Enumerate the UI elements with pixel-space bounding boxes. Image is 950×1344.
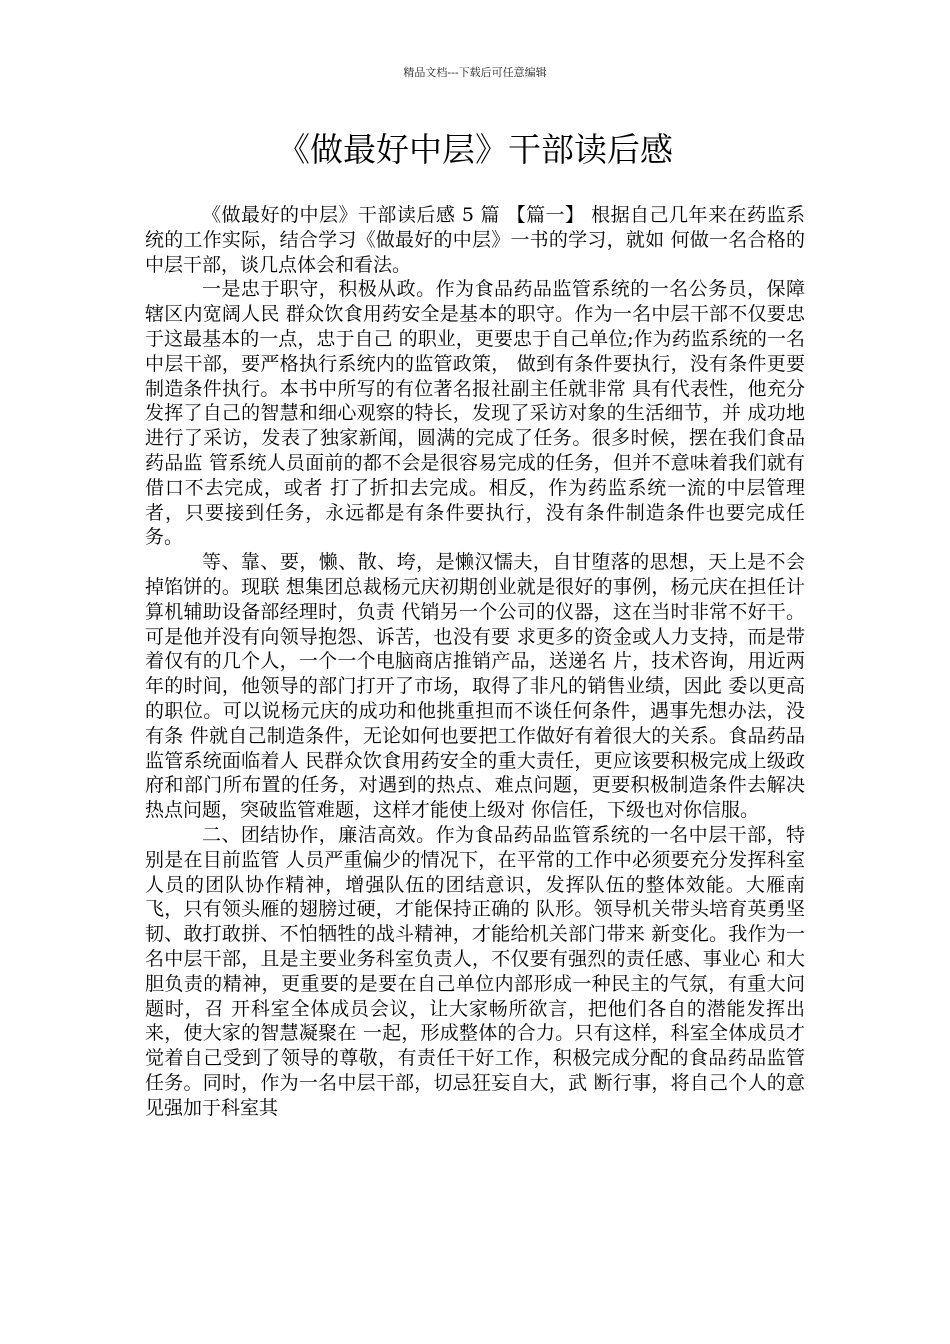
document-title: 《做最好中层》干部读后感 (277, 130, 673, 169)
paragraph-initiative: 等、靠、要，懒、散、垮，是懒汉懦夫，自甘堕落的思想，天上是不会掉馅饼的。现联 想集团总裁杨元庆初期创业就是很好的事例，杨元庆在担任计算机辅助设备部经理时，负责 代销另一个公司的仪器，这在当时非常不好干。可是他并没有向领导抱怨、诉苦，也没有要 求更多的资金或人力支持，而是带着仅有的几个人，一个一个电脑商店推销产品，送递名 片，技术咨询，用近两年的时间，他领导的部门打开了市场，取得了非凡的销售业绩，因此 委以更高的职位。可以说杨元庆的成功和他挑重担而不谈任何条件，遇事先想办法，没有条 件就自己制造条件，无论如何也要把工作做好有着很大的关系。食品药品监管系统面临着人 民群众饮食用药安全的重大责任，更应该要积极完成上级政府和部门所布置的任务，对遇到的热点、难点问题，更要积极制造条件去解决热点问题，突破监管难题，这样才能使上级对 你信任，下级也对你信服。 (145, 551, 805, 822)
page-header: 精品文档---下载后可任意编辑 (403, 66, 547, 79)
paragraph-teamwork: 二、团结协作，廉洁高效。作为食品药品监管系统的一名中层干部，特别是在目前监管 人员严重偏少的情况下，在平常的工作中必须要充分发挥科室人员的团队协作精神，增强队伍的团结意识，发挥队伍的整体效能。大雁南飞，只有领头雁的翅膀过硬，才能保持正确的 队形。领导机关带头培育英勇坚韧、敢打敢拼、不怕牺牲的战斗精神，才能给机关部门带来 新变化。我作为一名中层干部，且是主要业务科室负责人，不仅要有强烈的责任感、事业心 和大胆负责的精神，更重要的是要在自己单位内部形成一种民主的气氛，有重大问题时，召 开科室全体成员会议，让大家畅所欲言，把他们各自的潜能发挥出来，使大家的智慧凝聚在 一起，形成整体的合力。只有这样，科室全体成员才觉着自己受到了领导的尊敬，有责任干好工作，积极完成分配的食品药品监管任务。同时，作为一名中层干部，切忌狂妄自大，武 断行事，将自己个人的意见强加于科室其 (145, 823, 805, 1119)
paragraph-loyalty: 一是忠于职守，积极从政。作为食品药品监管系统的一名公务员，保障辖区内宽阔人民 群众饮食用药安全是基本的职守。作为一名中层干部不仅要忠于这最基本的一点，忠于自己 的职业，更要忠于自己单位;作为药监系统的一名中层干部，要严格执行系统内的监管政策， 做到有条件要执行，没有条件更要制造条件执行。本书中所写的有位著名报社副主任就非常 具有代表性，他充分发挥了自己的智慧和细心观察的特长，发现了采访对象的生活细节，并 成功地进行了采访，发表了独家新闻，圆满的完成了任务。很多时候，摆在我们食品药品监 管系统人员面前的都不会是很容易完成的任务，但并不意味着我们就有借口不去完成，或者 打了折扣去完成。相反，作为药监系统一流的中层管理者，只要接到任务，永远都是有条件要执行，没有条件制造条件也要完成任务。 (145, 278, 805, 549)
paragraph-intro: 《做最好的中层》干部读后感 5 篇 【篇一】 根据自己几年来在药监系统的工作实际，结合学习《做最好的中层》一书的学习，就如 何做一名合格的中层干部，谈几点体会和看法。 (145, 204, 805, 276)
document-body (145, 203, 805, 1120)
